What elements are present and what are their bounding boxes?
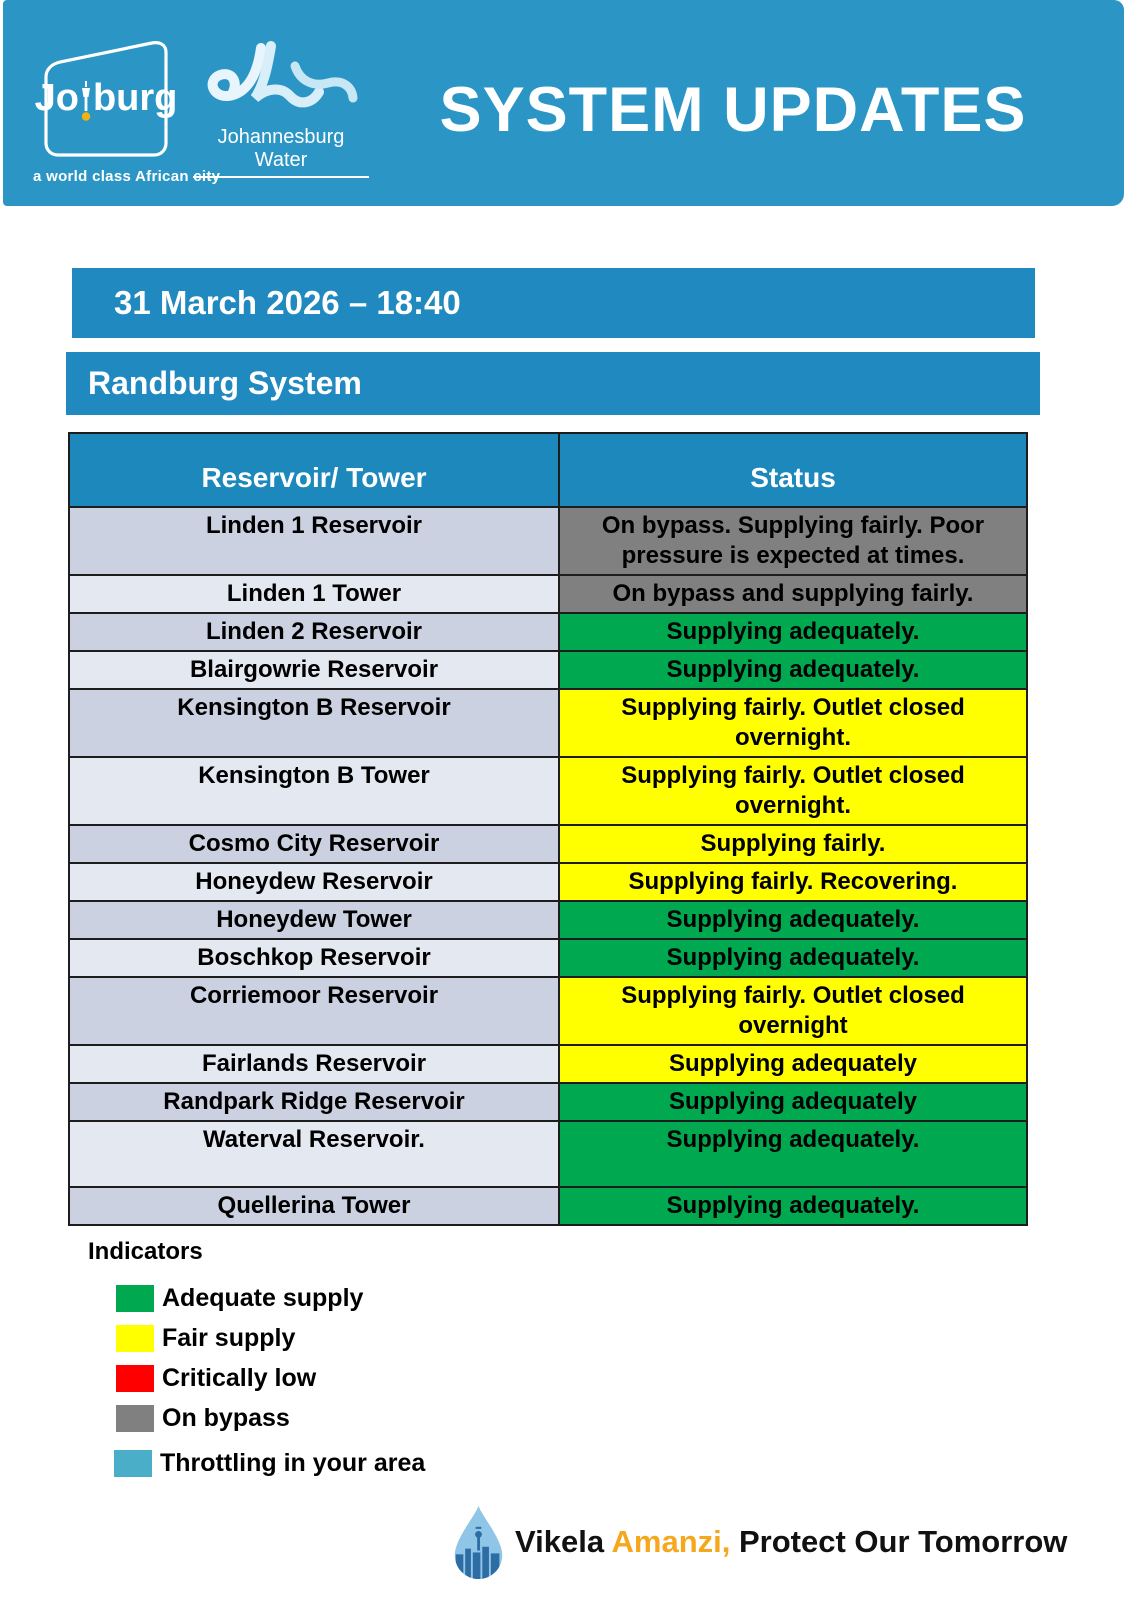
footer-text — [515, 1524, 1067, 1560]
table-row — [69, 1083, 1027, 1121]
legend-label: Throttling in your area — [160, 1449, 426, 1477]
status-cell: Supplying fairly. Outlet closed overnight — [559, 977, 1027, 1045]
status-cell: Supplying adequately. — [559, 939, 1027, 977]
water-drop-icon — [450, 1505, 507, 1579]
table-row — [69, 651, 1027, 689]
legend-label: On bypass — [162, 1404, 290, 1432]
status-table-body — [69, 507, 1027, 1225]
status-cell: Supplying adequately. — [559, 613, 1027, 651]
legend-swatch-icon — [114, 1450, 152, 1477]
reservoir-name: Honeydew Reservoir — [69, 863, 559, 901]
status-cell: Supplying adequately — [559, 1045, 1027, 1083]
reservoir-name: Boschkop Reservoir — [69, 939, 559, 977]
table-row — [69, 863, 1027, 901]
legend-label: Critically low — [162, 1364, 317, 1392]
legend — [88, 1238, 588, 1489]
reservoir-name: Kensington B Reservoir — [69, 689, 559, 757]
joburg-logo-wordmark — [31, 40, 181, 156]
system-banner: Randburg System — [66, 352, 1040, 415]
table-row — [69, 825, 1027, 863]
legend-swatch-icon — [116, 1405, 154, 1432]
table-row — [69, 901, 1027, 939]
joburg-wordmark-part2: burg — [92, 76, 178, 119]
status-table — [68, 432, 1028, 1226]
table-row — [69, 939, 1027, 977]
status-cell: Supplying fairly. Outlet closed overnight. — [559, 757, 1027, 825]
table-row — [69, 977, 1027, 1045]
reservoir-name: Linden 1 Reservoir — [69, 507, 559, 575]
reservoir-name: Cosmo City Reservoir — [69, 825, 559, 863]
status-cell: Supplying adequately. — [559, 651, 1027, 689]
footer — [450, 1500, 1110, 1584]
status-cell: Supplying fairly. Recovering. — [559, 863, 1027, 901]
status-cell: Supplying adequately. — [559, 1121, 1027, 1187]
column-header-status: Status — [559, 433, 1027, 507]
legend-swatch-icon — [116, 1285, 154, 1312]
table-row — [69, 507, 1027, 575]
reservoir-name: Fairlands Reservoir — [69, 1045, 559, 1083]
header-band — [3, 0, 1124, 206]
legend-label: Adequate supply — [162, 1284, 364, 1312]
footer-text-part1: Vikela — [515, 1524, 612, 1559]
column-header-reservoir: Reservoir/ Tower — [69, 433, 559, 507]
water-waves-icon — [191, 38, 371, 130]
legend-swatch-icon — [116, 1365, 154, 1392]
johannesburg-water-label: Johannesburg Water — [193, 126, 369, 178]
legend-item — [116, 1404, 588, 1433]
joburg-wordmark-part1: Jo — [34, 76, 79, 119]
reservoir-name: Corriemoor Reservoir — [69, 977, 559, 1045]
legend-items — [88, 1284, 588, 1478]
reservoir-name: Randpark Ridge Reservoir — [69, 1083, 559, 1121]
legend-item — [116, 1364, 588, 1393]
reservoir-name: Blairgowrie Reservoir — [69, 651, 559, 689]
table-row — [69, 757, 1027, 825]
reservoir-name: Kensington B Tower — [69, 757, 559, 825]
reservoir-name: Linden 1 Tower — [69, 575, 559, 613]
joburg-logo — [31, 40, 181, 160]
legend-item — [116, 1284, 588, 1313]
page-title: SYSTEM UPDATES — [439, 75, 1027, 145]
reservoir-name: Waterval Reservoir. — [69, 1121, 559, 1187]
status-cell: Supplying fairly. — [559, 825, 1027, 863]
footer-text-accent: Amanzi, — [611, 1524, 731, 1559]
joburg-tagline: a world class African city — [33, 168, 221, 185]
legend-item — [114, 1449, 588, 1478]
status-cell: Supplying fairly. Outlet closed overnight. — [559, 689, 1027, 757]
reservoir-name: Linden 2 Reservoir — [69, 613, 559, 651]
status-cell: On bypass and supplying fairly. — [559, 575, 1027, 613]
table-header-row — [69, 433, 1027, 507]
table-row — [69, 1045, 1027, 1083]
reservoir-name: Quellerina Tower — [69, 1187, 559, 1225]
status-cell: On bypass. Supplying fairly. Poor pressure is expected at times. — [559, 507, 1027, 575]
table-row — [69, 1187, 1027, 1225]
legend-title: Indicators — [88, 1238, 203, 1265]
table-row — [69, 689, 1027, 757]
legend-swatch-icon — [116, 1325, 154, 1352]
legend-label: Fair supply — [162, 1324, 296, 1352]
status-cell: Supplying adequately — [559, 1083, 1027, 1121]
table-row — [69, 1121, 1027, 1187]
date-banner: 31 March 2026 – 18:40 — [72, 268, 1035, 338]
table-row — [69, 613, 1027, 651]
status-cell: Supplying adequately. — [559, 901, 1027, 939]
footer-text-part2: Protect Our Tomorrow — [730, 1524, 1068, 1559]
johannesburg-water-logo — [191, 38, 371, 171]
status-cell: Supplying adequately. — [559, 1187, 1027, 1225]
legend-item — [116, 1324, 588, 1353]
hillbrow-tower-icon — [80, 59, 92, 121]
reservoir-name: Honeydew Tower — [69, 901, 559, 939]
table-row — [69, 575, 1027, 613]
